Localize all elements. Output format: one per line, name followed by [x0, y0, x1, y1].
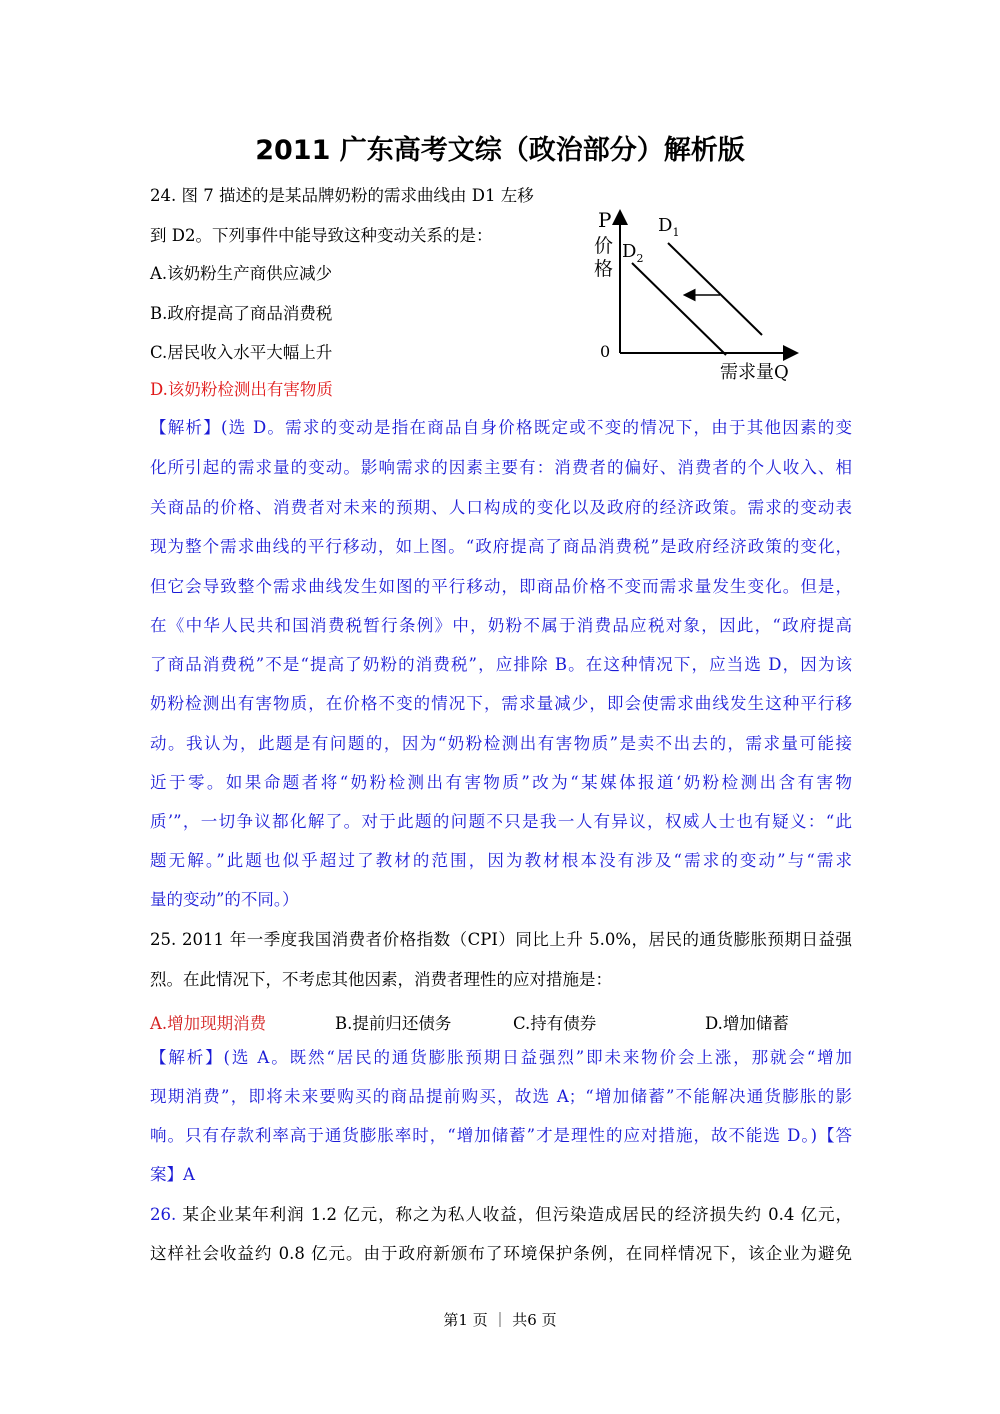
q25-option-a: A.增加现期消费	[150, 1014, 267, 1033]
curve-d1-label: $D_1$	[658, 215, 680, 239]
q24-analysis-line: 现为整个需求曲线的平行移动，如上图。“政府提高了商品消费税”是政府经济政策的变化，	[150, 537, 852, 556]
q24-option-c: C.居民收入水平大幅上升	[150, 343, 333, 362]
q26-number: 26.	[150, 1205, 177, 1224]
q25-analysis-line: 【解析】(选 A。既然“居民的通货膨胀预期日益强烈”即未来物价会上涨，那就会“增加	[150, 1048, 852, 1067]
curve-d2-label: $D_2$	[622, 241, 644, 265]
q24-stem-line-2: 到 D2。下列事件中能导致这种变动关系的是：	[150, 226, 493, 245]
q25-analysis-line: 响。只有存款利率高于通货膨胀率时，“增加储蓄”才是理性的应对措施，故不能选 D。)【答	[150, 1126, 852, 1145]
curve-d1	[668, 243, 762, 335]
axis-y-p: P	[598, 208, 612, 232]
q24-analysis-line: 在《中华人民共和国消费税暂行条例》中，奶粉不属于消费品应税对象，因此，“政府提高	[150, 616, 852, 635]
q24-analysis-line: 量的变动”的不同。）	[150, 890, 299, 909]
q24-analysis-line: 质’”，一切争议都化解了。对于此题的问题不只是我一人有异议，权威人士也有疑义：“此	[150, 812, 852, 831]
q24-option-d: D.该奶粉检测出有害物质	[150, 380, 333, 399]
q25-option-c: C.持有债券	[513, 1014, 597, 1033]
q26-stem-text: 某企业某年利润 1.2 亿元，称之为私人收益，但污染造成居民的经济损失约 0.4 亿元，	[176, 1205, 852, 1224]
document-title: 2011 广东高考文综（政治部分）解析版	[255, 135, 745, 166]
q26-stem-line-2: 这样社会收益约 0.8 亿元。由于政府新颁布了环境保护条例，在同样情况下，该企业为避免	[150, 1244, 852, 1263]
q24-analysis-line: 近于零。如果命题者将“奶粉检测出有害物质”改为“某媒体报道‘奶粉检测出含有害物	[150, 773, 852, 792]
curve-d2	[632, 263, 726, 355]
q24-analysis-line: 动。我认为，此题是有问题的，因为“奶粉检测出有害物质”是卖不出去的，需求量可能接	[150, 734, 852, 753]
q25-option-d: D.增加储蓄	[705, 1014, 789, 1033]
axis-y-label-2: 格	[594, 258, 614, 280]
q26-stem-line-1	[150, 1205, 852, 1225]
q24-analysis-line: 了商品消费税”不是“提高了奶粉的消费税”，应排除 B。在这种情况下，应当选 D，因为该	[150, 655, 852, 674]
q24-stem-line-1: 24. 图 7 描述的是某品牌奶粉的需求曲线由 D1 左移	[150, 186, 534, 205]
q25-answer: A	[183, 1165, 195, 1184]
page-footer: 第1 页 ｜ 共6 页	[443, 1311, 557, 1329]
q24-option-b: B.政府提高了商品消费税	[150, 304, 333, 323]
q25-stem-line-2: 烈。在此情况下，不考虑其他因素，消费者理性的应对措施是：	[150, 970, 612, 989]
q24-analysis-line: 奶粉检测出有害物质，在价格不变的情况下，需求量减少，即会使需求曲线发生这种平行移	[150, 694, 852, 713]
q24-analysis-line: 但它会导致整个需求曲线发生如图的平行移动，即商品价格不变而需求量发生变化。但是，	[150, 577, 852, 596]
q25-stem-line-1: 25. 2011 年一季度我国消费者价格指数（CPI）同比上升 5.0%，居民的通货膨胀预期日益强	[150, 930, 852, 949]
q25-answer-prefix: 案】	[150, 1165, 183, 1184]
q25-option-b: B.提前归还债务	[335, 1014, 452, 1033]
q25-answer-line	[150, 1165, 195, 1185]
q24-analysis-line: 【解析】(选 D。需求的变动是指在商品自身价格既定或不变的情况下，由于其他因素的变	[150, 418, 852, 437]
q25-analysis-line: 现期消费”，即将未来要购买的商品提前购买，故选 A；“增加储蓄”不能解决通货膨胀的影	[150, 1087, 852, 1106]
axis-x-label: 需求量Q	[720, 362, 789, 383]
q24-analysis-line: 关商品的价格、消费者对未来的预期、人口构成的变化以及政府的经济政策。需求的变动表	[150, 498, 852, 517]
demand-curve-figure	[590, 205, 830, 390]
q24-analysis-line: 化所引起的需求量的变动。影响需求的因素主要有：消费者的偏好、消费者的个人收入、相	[150, 458, 852, 477]
axis-y-label-1: 价	[594, 235, 614, 257]
q24-option-a: A.该奶粉生产商供应减少	[150, 264, 333, 283]
q24-analysis-line: 题无解。”此题也似乎超过了教材的范围，因为教材根本没有涉及“需求的变动”与“需求	[150, 851, 852, 870]
origin-label: 0	[600, 342, 611, 361]
